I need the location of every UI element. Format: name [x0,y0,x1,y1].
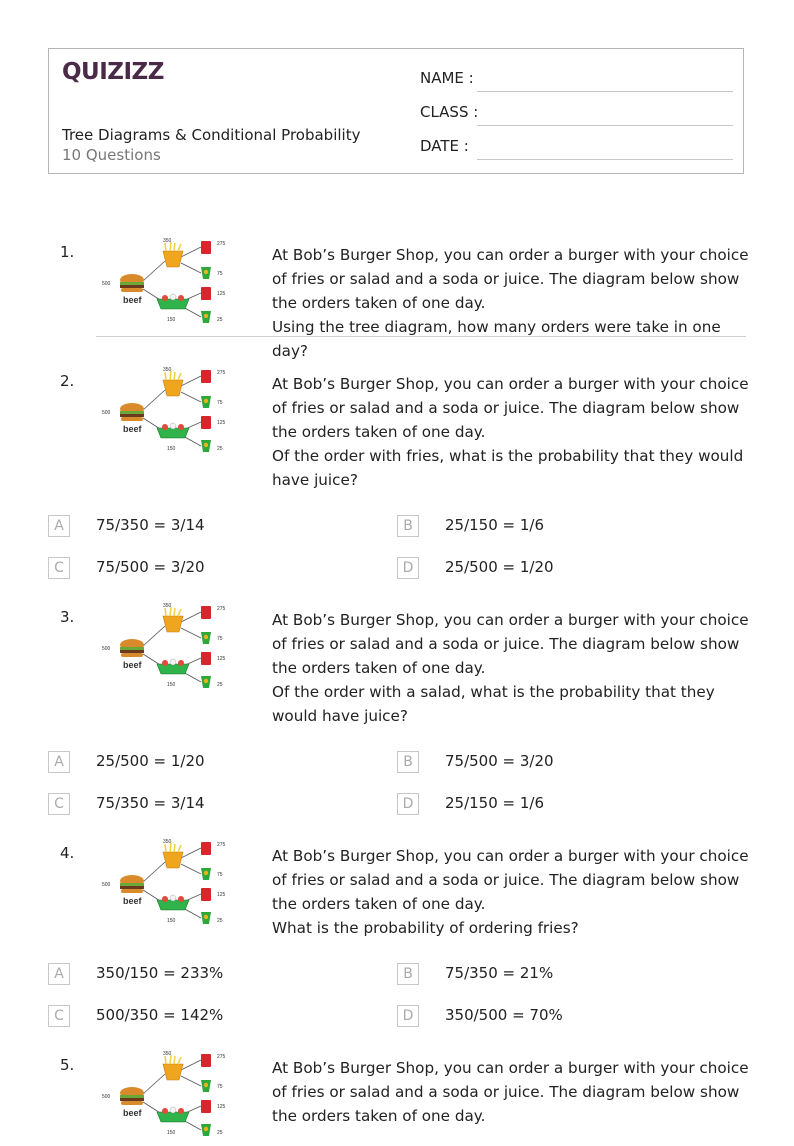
soda-icon [201,1054,211,1067]
burger-icon [120,639,144,657]
svg-text:150: 150 [167,918,176,924]
juice-icon [201,912,211,924]
question-number: 3. [60,608,75,626]
burger-icon [120,875,144,893]
option-text: 25/150 = 1/6 [445,516,545,534]
class-label: CLASS : [420,103,479,121]
svg-text:275: 275 [217,1054,226,1060]
svg-text:275: 275 [217,241,226,247]
name-label: NAME : [420,69,474,87]
question-5 [0,1051,794,1136]
svg-text:25: 25 [217,446,223,452]
svg-text:beef: beef [123,660,142,670]
tree-diagram-image [97,366,237,458]
question-number: 1. [60,243,75,261]
option-letter[interactable]: A [48,751,70,773]
name-field[interactable] [420,69,474,87]
question-text: At Bob’s Burger Shop, you can order a burger with your choice of fries or salad and a soda or juice. The diagram below show the orders taken of one day. [272,1059,749,1125]
svg-text:25: 25 [217,918,223,924]
juice-icon [201,1080,211,1092]
option-text: 75/350 = 21% [445,964,554,982]
svg-text:25: 25 [217,1130,223,1136]
option-letter[interactable]: B [397,515,419,537]
worksheet-header [48,48,744,174]
answer-line [96,336,746,337]
juice-icon [201,267,211,279]
class-field[interactable] [420,103,478,121]
option-text: 75/500 = 3/20 [96,558,205,576]
svg-text:350: 350 [163,238,172,244]
svg-text:25: 25 [217,317,223,323]
date-line [477,159,733,160]
svg-text:350: 350 [163,603,172,609]
option-text: 75/350 = 3/14 [96,516,205,534]
tree-diagram-image [97,1050,237,1142]
juice-icon [201,632,211,644]
soda-icon [201,606,211,619]
soda-icon [201,416,211,429]
date-label: DATE : [420,137,469,155]
svg-text:75: 75 [217,271,223,277]
svg-text:275: 275 [217,370,226,376]
svg-text:beef: beef [123,896,142,906]
svg-text:500: 500 [102,281,111,287]
juice-icon [201,1124,211,1136]
name-line [477,91,733,92]
tree-diagram-image [97,237,237,329]
option-text: 75/350 = 3/14 [96,794,205,812]
soda-icon [201,241,211,254]
option-text: 25/500 = 1/20 [445,558,554,576]
fries-icon [163,371,183,396]
svg-text:500: 500 [102,1094,111,1100]
option-letter[interactable]: A [48,963,70,985]
option-letter[interactable]: B [397,751,419,773]
date-field[interactable] [420,137,469,155]
option-letter[interactable]: C [48,793,70,815]
svg-text:125: 125 [217,291,226,297]
juice-icon [201,311,211,323]
soda-icon [201,842,211,855]
option-text: 500/350 = 142% [96,1006,224,1024]
juice-icon [201,868,211,880]
juice-icon [201,396,211,408]
svg-text:75: 75 [217,872,223,878]
svg-text:125: 125 [217,1104,226,1110]
svg-text:275: 275 [217,842,226,848]
svg-text:beef: beef [123,424,142,434]
svg-text:350: 350 [163,1051,172,1057]
quizizz-logo: QUIZIZZ [62,59,164,85]
worksheet-title: Tree Diagrams & Conditional Probability [62,126,361,144]
juice-icon [201,440,211,452]
soda-icon [201,287,211,300]
question-count: 10 Questions [62,146,161,164]
svg-text:350: 350 [163,367,172,373]
svg-text:beef: beef [123,295,142,305]
question-text: At Bob’s Burger Shop, you can order a burger with your choice of fries or salad and a soda or juice. The diagram below show the orders taken of one day. Of the order with a salad, what is the probability that they would have juice? [272,611,749,725]
question-number: 5. [60,1056,75,1074]
question-image [97,1050,237,1142]
svg-text:75: 75 [217,1084,223,1090]
fries-icon [163,1055,183,1080]
svg-text:beef: beef [123,1108,142,1118]
question-image [97,838,237,930]
option-text: 350/150 = 233% [96,964,224,982]
soda-icon [201,1100,211,1113]
soda-icon [201,888,211,901]
salad-icon [157,294,189,309]
class-line [477,125,733,126]
svg-text:150: 150 [167,317,176,323]
svg-text:500: 500 [102,882,111,888]
question-text: At Bob’s Burger Shop, you can order a burger with your choice of fries or salad and a soda or juice. The diagram below show the orders taken of one day. Using the tree diagram, how many orders were take in one day? [272,246,749,360]
svg-text:150: 150 [167,1130,176,1136]
svg-text:500: 500 [102,646,111,652]
option-letter[interactable]: B [397,963,419,985]
question-number: 2. [60,372,75,390]
juice-icon [201,676,211,688]
svg-text:75: 75 [217,636,223,642]
question-image [97,366,237,458]
question-image [97,237,237,329]
burger-icon [120,403,144,421]
fries-icon [163,242,183,267]
option-letter[interactable]: C [48,1005,70,1027]
option-letter[interactable]: A [48,515,70,537]
option-text: 75/500 = 3/20 [445,752,554,770]
option-text: 350/500 = 70% [445,1006,563,1024]
svg-text:125: 125 [217,656,226,662]
burger-icon [120,274,144,292]
question-image [97,602,237,694]
salad-icon [157,895,189,910]
tree-diagram-image [97,602,237,694]
option-letter[interactable]: D [397,1005,419,1027]
tree-diagram-image [97,838,237,930]
salad-icon [157,659,189,674]
option-text: 25/500 = 1/20 [96,752,205,770]
fries-icon [163,607,183,632]
svg-text:150: 150 [167,682,176,688]
svg-text:275: 275 [217,606,226,612]
option-letter[interactable]: D [397,557,419,579]
fries-icon [163,843,183,868]
question-number: 4. [60,844,75,862]
question-text: At Bob’s Burger Shop, you can order a burger with your choice of fries or salad and a soda or juice. The diagram below show the orders taken of one day. What is the probability of ordering fries? [272,847,749,937]
burger-icon [120,1087,144,1105]
svg-text:350: 350 [163,839,172,845]
svg-text:125: 125 [217,892,226,898]
option-letter[interactable]: D [397,793,419,815]
svg-text:500: 500 [102,410,111,416]
svg-text:150: 150 [167,446,176,452]
question-text: At Bob’s Burger Shop, you can order a burger with your choice of fries or salad and a soda or juice. The diagram below show the orders taken of one day. Of the order with fries, what is the probability that they would have juice? [272,375,749,489]
salad-icon [157,423,189,438]
salad-icon [157,1107,189,1122]
svg-text:75: 75 [217,400,223,406]
svg-text:25: 25 [217,682,223,688]
svg-text:125: 125 [217,420,226,426]
option-letter[interactable]: C [48,557,70,579]
soda-icon [201,370,211,383]
soda-icon [201,652,211,665]
option-text: 25/150 = 1/6 [445,794,545,812]
